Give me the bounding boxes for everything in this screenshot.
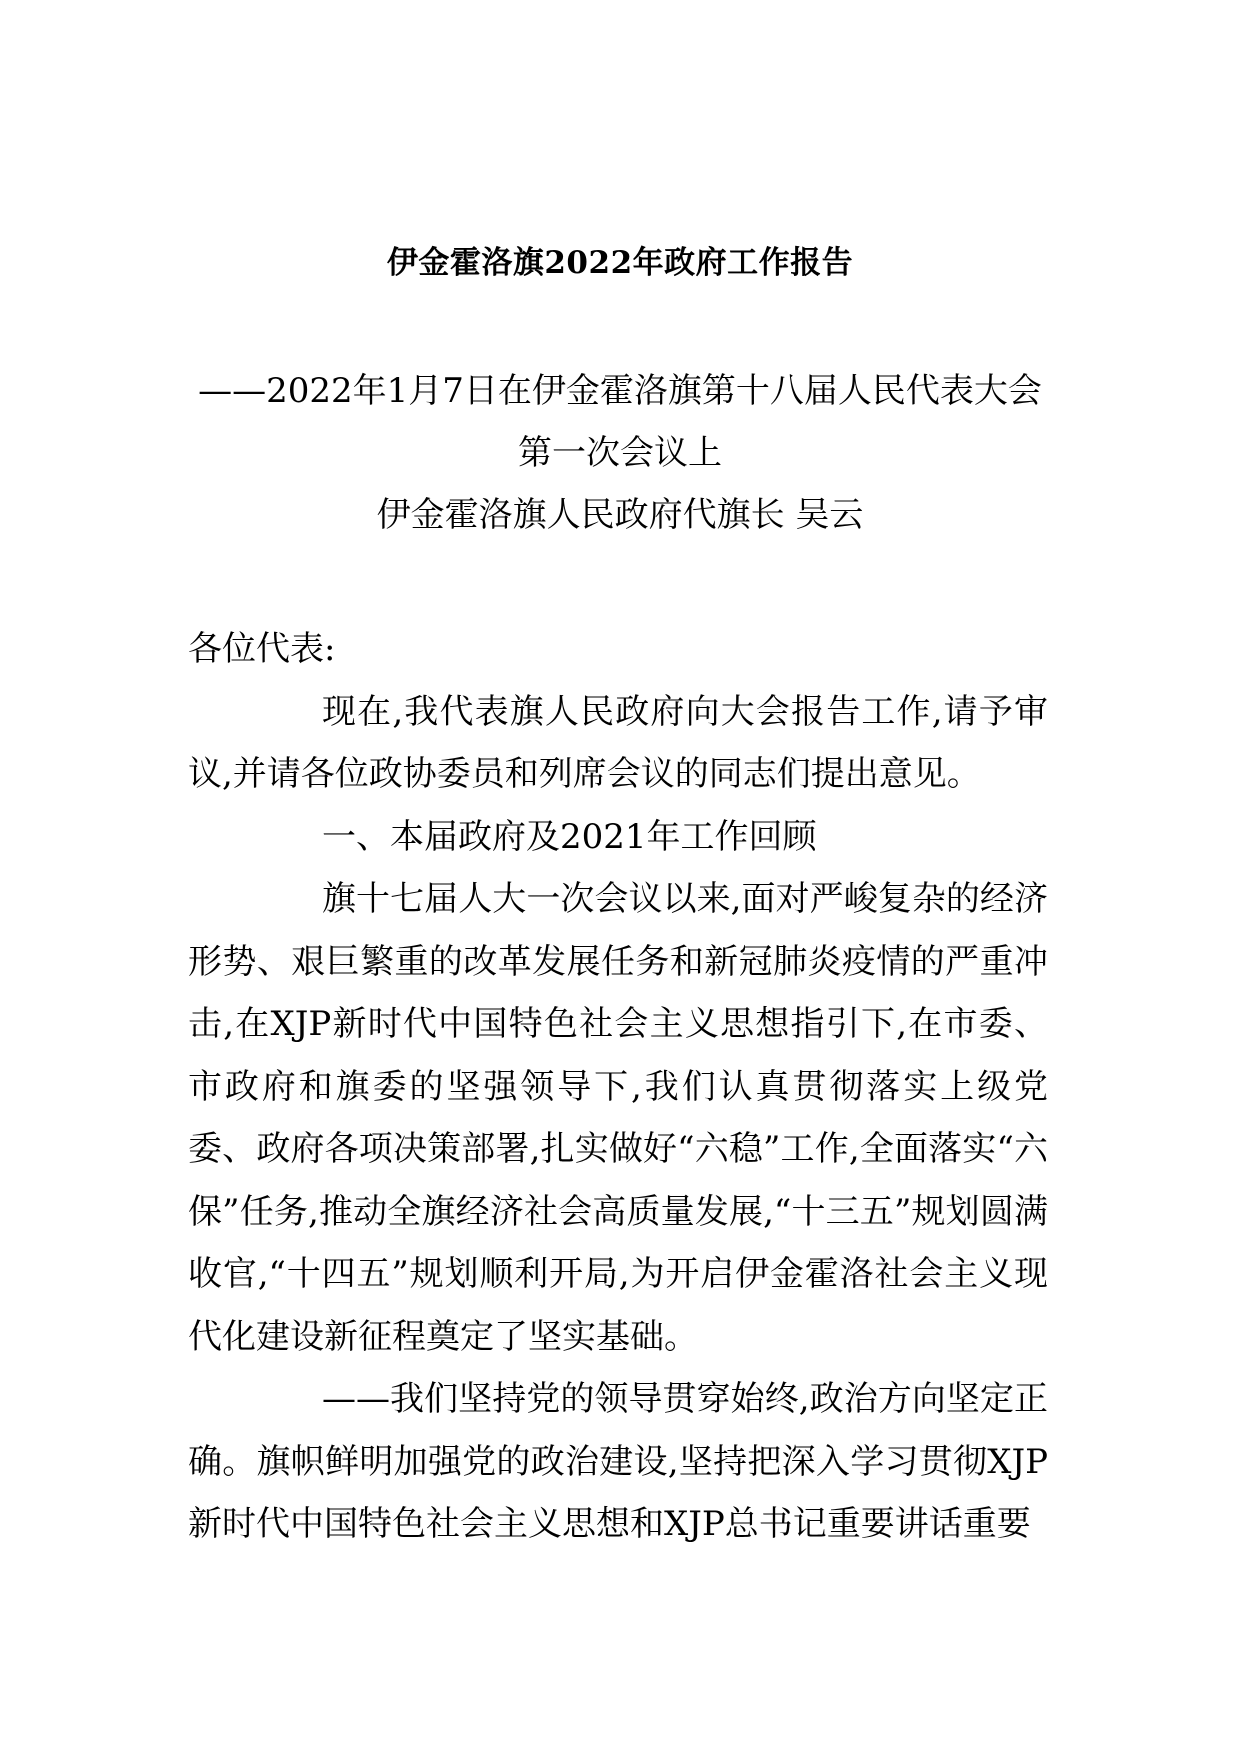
section-heading: 一、本届政府及2021年工作回顾 [322,816,817,857]
paragraph-intro: 现在,我代表旗人民政府向大会报告工作,请予审议,并请各位政协委员和列席会议的同志们提出意见。 [188,691,1048,794]
paragraph-review: 旗十七届人大一次会议以来,面对严峻复杂的经济形势、艰巨繁重的改革发展任务和新冠肺炎疫情的严重冲击,在XJP新时代中国特色社会主义思想指引下,在市委、市政府和旗委的坚强领导下,我们认真贯彻落实上级党委、政府各项决策部署,扎实做好“六稳”工作,全面落实“六保”任务,推动全旗经济社会高质量发展,“十三五”规划圆满收官,“十四五”规划顺利开局,为开启伊金霍洛社会主义现代化建设新征程奠定了坚实基础。 [188,879,1048,1357]
salutation: 各位代表: [188,629,336,669]
document-body [188,618,1048,1556]
paragraph-party-leadership: ——我们坚持党的领导贯穿始终,政治方向坚定正确。旗帜鲜明加强党的政治建设,坚持把深入学习贯彻XJP新时代中国特色社会主义思想和XJP总书记重要讲话重要 [188,1379,1048,1544]
subtitle-session: 第一次会议上 [518,433,722,473]
subtitle-speaker: 伊金霍洛旗人民政府代旗长 吴云 [376,495,864,535]
document-title: 伊金霍洛旗2022年政府工作报告 [386,245,854,281]
subtitle-occasion: ——2022年1月7日在伊金霍洛旗第十八届人民代表大会 [198,371,1042,411]
subtitle-block [0,360,1240,546]
